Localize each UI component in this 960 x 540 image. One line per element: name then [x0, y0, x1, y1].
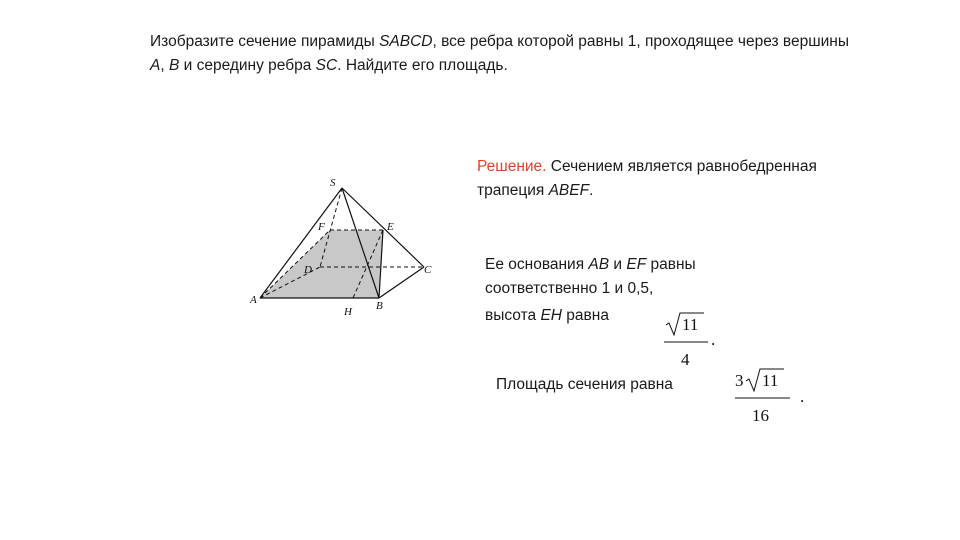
height-eh: EH [540, 307, 562, 324]
section-trapezoid [260, 230, 383, 298]
area-dot: . [800, 387, 805, 406]
bases-text [485, 253, 745, 301]
vertex-b: B [168, 57, 180, 74]
trapezoid-name: ABEF [548, 182, 590, 199]
label-b: B [376, 300, 383, 312]
height-dot: . [711, 330, 716, 349]
problem-text: , все ребра которой равны 1, проходящее через вершины [432, 33, 849, 50]
problem-text: Изобразите сечение пирамиды [150, 33, 380, 50]
label-s: S [330, 177, 336, 189]
solution-body: Сечением является равнобедренная трапеция [477, 158, 817, 199]
pyramid-figure [240, 170, 440, 320]
bases-body: и [609, 256, 627, 273]
label-f: F [318, 221, 325, 233]
height-denominator: 4 [681, 350, 690, 369]
height-body: равна [561, 307, 609, 324]
problem-text: , [160, 57, 169, 74]
label-e: E [387, 221, 394, 233]
pyramid-name: SABCD [379, 33, 433, 50]
edge-bc [379, 267, 424, 298]
label-d: D [304, 264, 312, 276]
height-body: высота [485, 307, 541, 324]
bases-body: равны соответственно 1 и 0,5, [485, 256, 696, 297]
base-ef: EF [626, 256, 647, 273]
solution-body: . [589, 182, 594, 199]
edge-sc: SC [315, 57, 338, 74]
area-coefficient: 3 [735, 371, 744, 390]
area-denominator: 16 [752, 406, 769, 425]
area-radicand: 11 [762, 371, 779, 390]
problem-text: и середину ребра [179, 57, 316, 74]
height-formula [660, 305, 730, 375]
label-c: C [424, 264, 432, 276]
label-h: H [344, 306, 352, 318]
area-body: Площадь сечения равна [496, 376, 673, 393]
base-ab: AB [588, 256, 610, 273]
problem-text: . Найдите его площадь. [337, 57, 508, 74]
problem-statement [150, 30, 850, 78]
bases-body: Ее основания [485, 256, 589, 273]
label-a: A [250, 294, 257, 306]
height-text [485, 304, 609, 328]
area-formula [733, 362, 818, 432]
height-radicand: 11 [682, 315, 699, 334]
area-text [496, 373, 673, 397]
solution-text [477, 155, 877, 203]
solution-label: Решение. [477, 158, 547, 175]
vertex-a: A [150, 57, 161, 74]
